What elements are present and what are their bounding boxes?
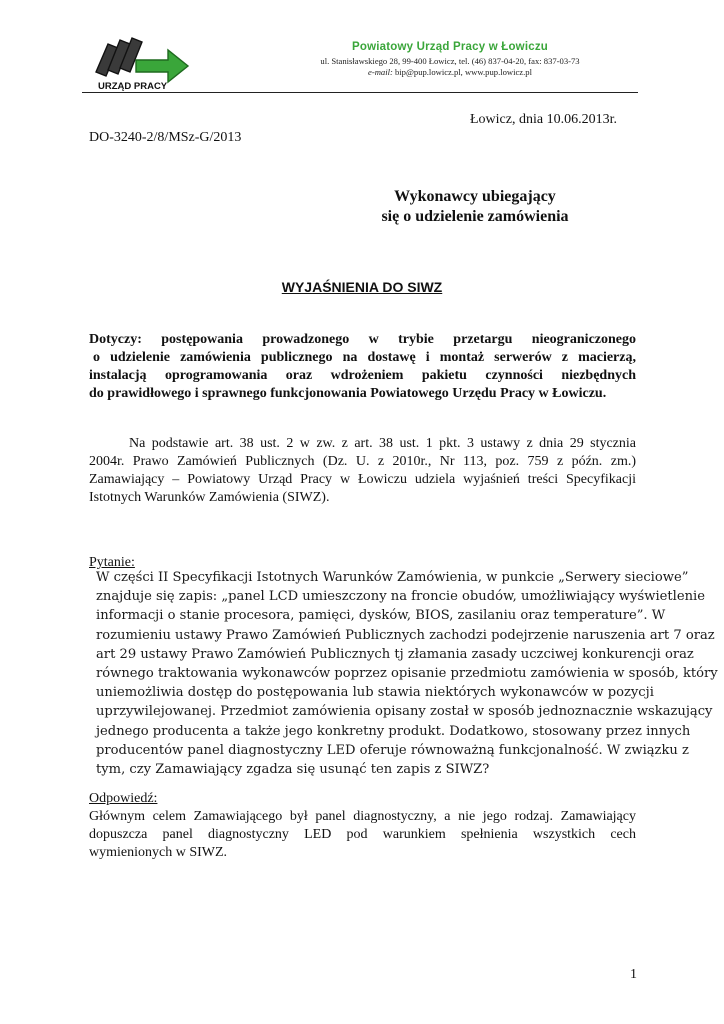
document-title: WYJAŚNIENIA DO SIWZ xyxy=(281,279,443,295)
logo-graphic xyxy=(84,34,194,92)
basis-line: Na podstawie art. 38 ust. 2 w zw. z art. 38 ust. 1 pkt. 3 ustawy z dnia 29 stycznia xyxy=(129,436,636,451)
org-name: Powiatowy Urząd Pracy w Łowiczu xyxy=(352,41,548,53)
question-line: znajduje się zapis: „panel LCD umieszczony na froncie obudów, umożliwiający wyświetlenie xyxy=(96,589,705,605)
question-label: Pytanie: xyxy=(89,555,135,570)
header-divider xyxy=(82,92,638,93)
answer-line: wymienionych w SIWZ. xyxy=(89,845,228,860)
question-line: art 29 ustawy Prawo Zamówień Publicznych tj złamania zasady uczciwej konkurencji oraz xyxy=(96,646,694,662)
answer-label: Odpowiedź: xyxy=(89,791,158,806)
basis-line: 2004r. Prawo Zamówień Publicznych (Dz. U. z 2010r., Nr 113, poz. 759 z późn. zm.) xyxy=(89,454,636,469)
subject-line: instalacją oprogramowania oraz wdrożeniem pakietu czynności niezbędnych xyxy=(89,368,636,383)
subject-paragraph xyxy=(89,331,636,403)
question-line: informacji o stanie procesora, pamięci, dysków, BIOS, zasilaniu oraz temperature”. W xyxy=(96,608,666,624)
org-contact xyxy=(250,67,650,77)
subject-line: do prawidłowego i sprawnego funkcjonowania Powiatowego Urzędu Pracy w Łowiczu. xyxy=(89,386,607,401)
question-line: równego traktowania wykonawców poprzez opisanie przedmiotu zamówienia w sposób, który xyxy=(96,666,718,682)
org-address: ul. Stanisławskiego 28, 99-400 Łowicz, tel. (46) 837-04-20, fax: 837-03-73 xyxy=(320,56,580,66)
email-label: e-mail: xyxy=(368,67,393,77)
question-line: jednego producenta a także jego konkretny produkt. Dodatkowo, stosowany przez innych xyxy=(96,723,691,739)
question-line: uprzywilejowanej. Przedmiot zamówienia opisany został w sposób jednoznacznie wskazujący xyxy=(96,704,713,720)
subject-line: Dotyczy: postępowania prowadzonego w trybie przetargu nieograniczonego xyxy=(89,332,636,347)
recipient xyxy=(330,187,620,227)
basis-line: Zamawiający – Powiatowy Urząd Pracy w Łowiczu udziela wyjaśnień treści Specyfikacji xyxy=(89,472,636,487)
question-line: producentów panel diagnostyczny LED oferuje równoważną funkcjonalność. W związku z xyxy=(96,742,689,758)
logo-text: URZĄD PRACY xyxy=(98,81,168,92)
question-line: W części II Specyfikacji Istotnych Warunków Zamówienia, w punkcie „Serwery sieciowe” xyxy=(96,570,689,585)
question-line: rozumieniu ustawy Prawo Zamówień Publicznych zachodzi podejrzenie naruszenia art 7 oraz xyxy=(96,627,715,643)
answer-line: Głównym celem Zamawiającego był panel diagnostyczny, a nie jego rodzaj. Zamawiający xyxy=(89,809,636,824)
recipient-line-1: Wykonawcy ubiegający xyxy=(394,188,556,205)
subject-line: o udzielenie zamówienia publicznego na dostawę i montaż serwerów z macierzą, xyxy=(93,350,636,365)
logo xyxy=(84,34,194,92)
reference-number: DO-3240-2/8/MSz-G/2013 xyxy=(89,130,242,145)
question-line: uniemożliwia dostęp do postępowania lub stawia niektórych wykonawców w pozycji xyxy=(96,685,654,701)
question-line: tym, czy Zamawiający zgadza się usunąć ten zapis z SIWZ? xyxy=(96,762,490,778)
legal-basis-paragraph xyxy=(89,435,636,507)
answer-line: dopuszcza panel diagnostyczny LED pod warunkiem spełnienia wszystkich cech xyxy=(89,827,636,842)
basis-line: Istotnych Warunków Zamówienia (SIWZ). xyxy=(89,490,330,505)
recipient-line-2: się o udzielenie zamówienia xyxy=(381,208,569,225)
place-date: Łowicz, dnia 10.06.2013r. xyxy=(470,112,617,127)
page-number: 1 xyxy=(630,967,637,982)
question-scan xyxy=(96,568,718,779)
contact-links: bip@pup.lowicz.pl, www.pup.lowicz.pl xyxy=(395,67,532,77)
answer-paragraph xyxy=(89,808,636,862)
